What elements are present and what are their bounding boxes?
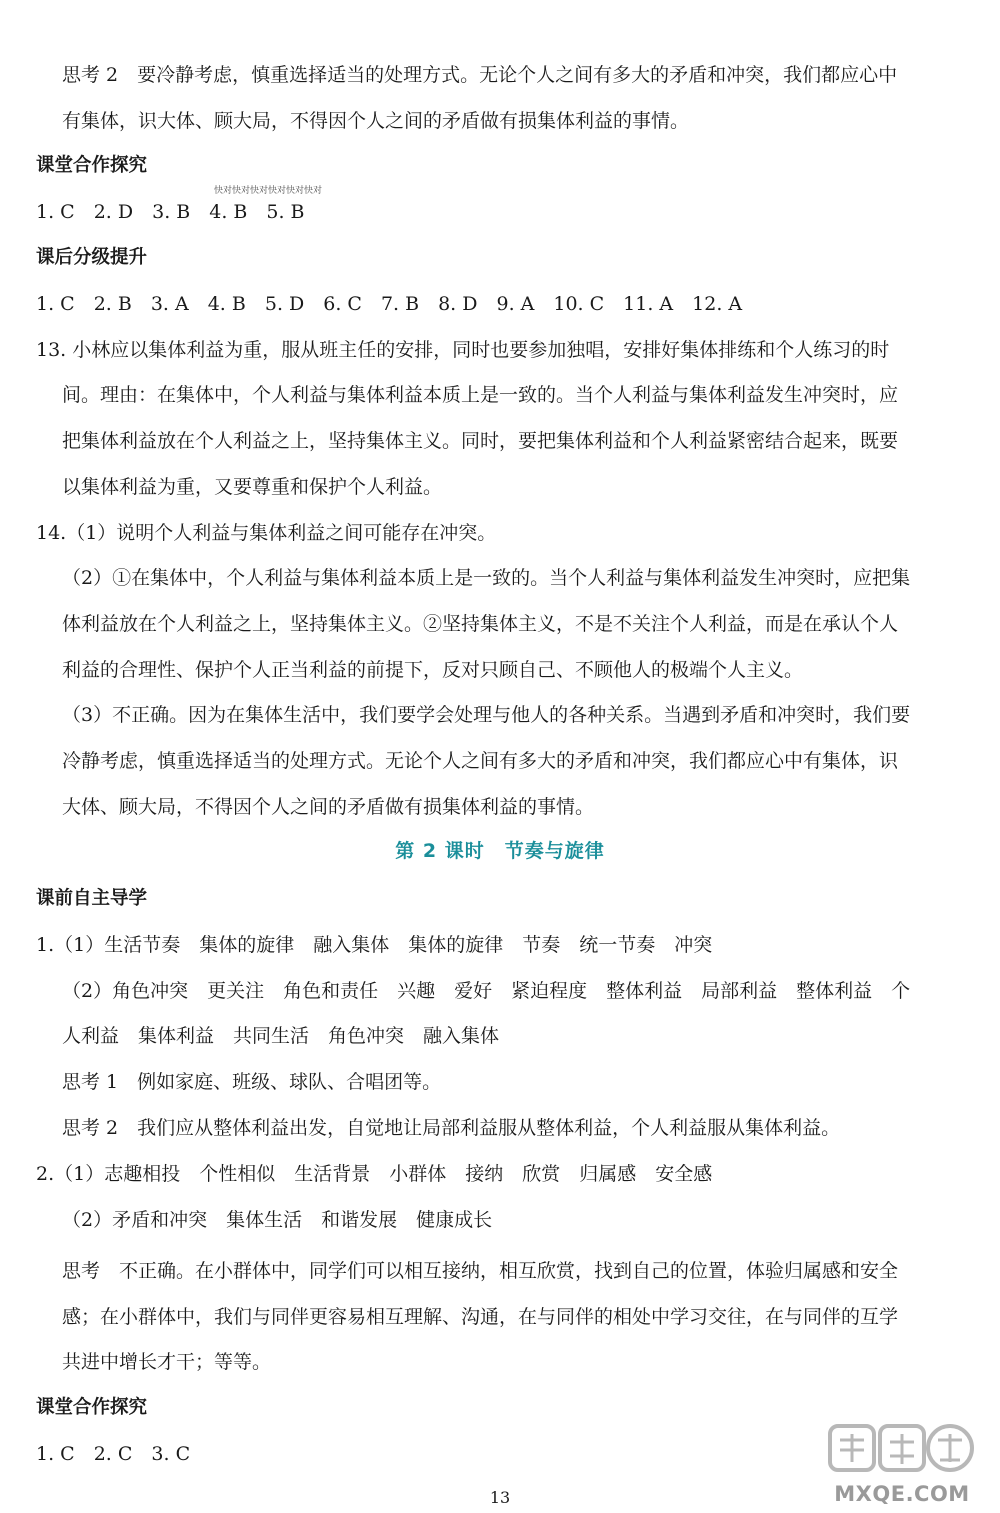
answer-line: 1.（1）生活节奏 集体的旋律 融入集体 集体的旋律 节奏 统一节奏 冲突: [36, 934, 713, 956]
answer-line: 2.（1）志趣相投 个性相似 生活背景 小群体 接纳 欣赏 归属感 安全感: [36, 1163, 713, 1185]
answer-line: 13. 小林应以集体利益为重，服从班主任的安排，同时也要参加独唱，安排好集体排练和个人练习的时: [36, 339, 890, 361]
answer-line: 体利益放在个人利益之上，坚持集体主义。②坚持集体主义，不是不关注个人利益，而是在承认个人: [62, 613, 899, 635]
answer-line: 思考 不正确。在小群体中，同学们可以相互接纳，相互欣赏，找到自己的位置，体验归属感和安全: [62, 1260, 899, 1282]
answer-line: （2）①在集体中，个人利益与集体利益本质上是一致的。当个人利益与集体利益发生冲突时，应把集: [62, 567, 911, 589]
answer-line: 冷静考虑，慎重选择适当的处理方式。无论个人之间有多大的矛盾和冲突，我们都应心中有集体，识: [62, 750, 899, 772]
answer-line: 1. C 2. C 3. C: [36, 1443, 191, 1465]
answer-line: （2）角色冲突 更关注 角色和责任 兴趣 爱好 紧迫程度 整体利益 局部利益 整体利益 个: [62, 980, 911, 1002]
answer-line: 间。理由：在集体中，个人利益与集体利益本质上是一致的。当个人利益与集体利益发生冲突时，应: [62, 384, 899, 406]
watermark-text: MXQE.COM: [834, 1482, 970, 1506]
section-heading: 课后分级提升: [36, 247, 148, 268]
answer-line: 大体、顾大局，不得因个人之间的矛盾做有损集体利益的事情。: [62, 796, 595, 818]
answer-line: 共进中增长才干；等等。: [62, 1351, 272, 1373]
answer-line: 思考 2 我们应从整体利益出发，自觉地让局部利益服从整体利益，个人利益服从集体利益。: [62, 1117, 841, 1139]
answer-line: 思考 2 要冷静考虑，慎重选择适当的处理方式。无论个人之间有多大的矛盾和冲突，我们都应心中: [62, 64, 898, 86]
answer-line: 思考 1 例如家庭、班级、球队、合唱团等。: [62, 1071, 442, 1093]
answer-line: 14.（1）说明个人利益与集体利益之间可能存在冲突。: [36, 522, 497, 544]
answer-line: 利益的合理性、保护个人正当利益的前提下，反对只顾自己、不顾他人的极端个人主义。: [62, 659, 804, 681]
answer-line: 把集体利益放在个人利益之上，坚持集体主义。同时，要把集体利益和个人利益紧密结合起来，既要: [62, 430, 899, 452]
page-number: 13: [489, 1488, 511, 1507]
watermark-logo: [826, 1420, 978, 1506]
section-heading: 课堂合作探究: [36, 155, 148, 176]
answer-line: 有集体，识大体、顾大局，不得因个人之间的矛盾做有损集体利益的事情。: [62, 110, 690, 132]
answer-line: （3）不正确。因为在集体生活中，我们要学会处理与他人的各种关系。当遇到矛盾和冲突时，我们要: [62, 704, 911, 726]
watermark-emblem-icon: [826, 1420, 978, 1480]
lesson-title: 第 2 课时 节奏与旋律: [395, 840, 605, 862]
answer-line: 1. C 2. D 3. B 4. B 5. B: [36, 201, 305, 223]
section-heading: 课堂合作探究: [36, 1397, 148, 1418]
answer-line: 感；在小群体中，我们与同伴更容易相互理解、沟通，在与同伴的相处中学习交往，在与同伴的互学: [62, 1306, 899, 1328]
section-heading: 课前自主导学: [36, 888, 148, 909]
answer-line: 1. C 2. B 3. A 4. B 5. D 6. C 7. B 8. D 9. A 10. C 11. A 12. A: [36, 293, 743, 315]
handwritten-scribble: 快对快对快对快对快对快对: [214, 186, 323, 196]
answer-line: 人利益 集体利益 共同生活 角色冲突 融入集体: [62, 1025, 500, 1047]
answer-line: 以集体利益为重，又要尊重和保护个人利益。: [62, 476, 443, 498]
answer-line: （2）矛盾和冲突 集体生活 和谐发展 健康成长: [62, 1209, 493, 1231]
